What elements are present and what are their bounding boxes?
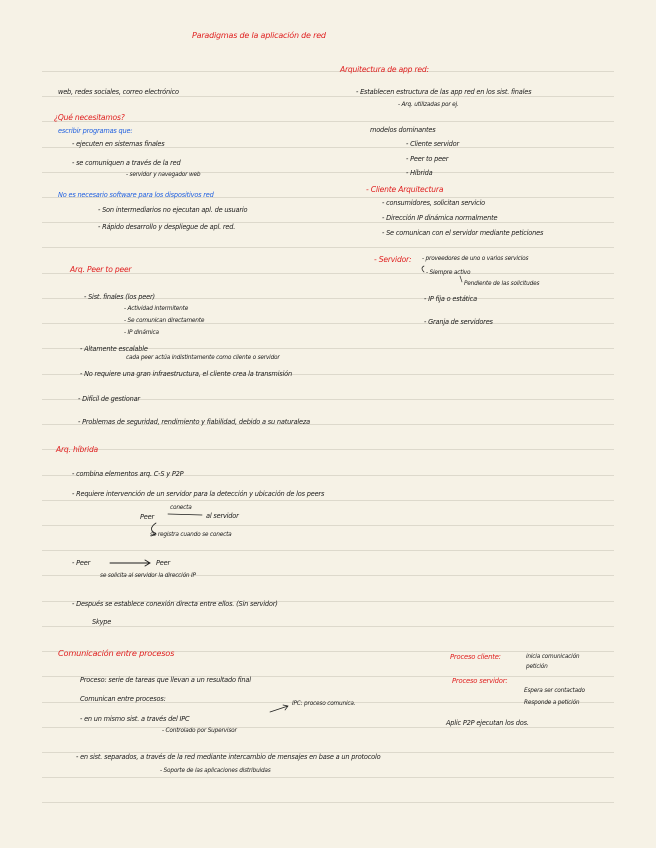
heading-comunicacion: Comunicación entre procesos	[58, 648, 175, 658]
list-item: - Requiere intervención de un servidor para la detección y ubicación de los peers	[72, 490, 325, 498]
list-item: - servidor y navegador web	[126, 172, 201, 178]
page-title: Paradigmas de la aplicación de red	[192, 31, 326, 40]
list-item: - Peer to peer	[406, 155, 449, 163]
list-item: - Son intermediarios no ejecutan apl. de usuario	[98, 206, 248, 214]
diagram-label-registra: se registra cuando se conecta	[150, 532, 232, 538]
list-item: - Dirección IP dinámica normalmente	[382, 214, 498, 222]
text-servidor-espera: Espera ser contactado	[524, 688, 585, 694]
example-skype: Skype	[92, 618, 112, 626]
heading-servidor: - Servidor:	[374, 255, 412, 264]
list-item: Pendiente de las solicitudes	[464, 281, 540, 287]
underline-conecta	[168, 514, 202, 515]
list-item: - No requiere una gran infraestructura, el cliente crea la transmisión	[80, 370, 292, 378]
list-item: - consumidores, solicitan servicio	[382, 199, 485, 207]
list-item: - Altamente escalable	[80, 345, 148, 353]
label-proceso-cliente: Proceso cliente:	[450, 653, 501, 661]
list-item: - IP fija o estática	[424, 295, 477, 303]
heading-que-necesitamos: ¿Qué necesitamos?	[54, 113, 125, 122]
list-item: - proveedores de uno o varios servicios	[422, 256, 529, 262]
list-item: - Establecen estructura de las app red en los sist. finales	[356, 88, 532, 96]
list-item: - IP dinámica	[124, 330, 159, 336]
subheading-modelos: modelos dominantes	[370, 126, 436, 134]
list-item: - Granja de servidores	[424, 318, 493, 326]
subheading-escribir-programas: escribir programas que:	[58, 127, 133, 135]
definition-proceso: Proceso: serie de tareas que llevan a un resultado final	[80, 676, 251, 684]
list-item: - Sist. finales (los peer)	[84, 293, 155, 301]
arrow-peer-to-peer	[110, 560, 150, 566]
list-item: - Siempre activo	[426, 270, 471, 276]
text-servidor-responde: Responde a petición	[524, 700, 580, 706]
list-item: - Híbrida	[406, 169, 433, 177]
arrow-ipc-note	[270, 705, 288, 712]
list-item: - Actividad intermitente	[124, 306, 189, 312]
list-item: - Problemas de seguridad, rendimiento y fiabilidad, debido a su naturaleza	[78, 418, 311, 426]
list-item: - Se comunican directamente	[124, 318, 205, 324]
diagram-label-peer-b: Peer	[156, 559, 171, 567]
list-item: - Soporte de las aplicaciones distribuidas	[160, 768, 271, 774]
list-item: - Rápido desarrollo y despliegue de apl. red.	[98, 223, 236, 231]
diagram-label-solicita: se solicita al servidor la dirección IP	[100, 573, 196, 579]
heading-hibrida: Arq. híbrida	[56, 445, 99, 454]
diagram-label-conecta: conecta	[170, 505, 192, 511]
text-aplic-p2p: Aplic P2P ejecutan los dos.	[446, 719, 529, 727]
list-item: - Después se establece conexión directa entre ellos. (Sin servidor)	[72, 600, 278, 608]
heading-arquitectura: Arquitectura de app red:	[340, 65, 429, 74]
list-item: cada peer actúa indistintamente como cliente o servidor	[126, 355, 280, 361]
list-item: - en sist. separados, a través de la red mediante intercambio de mensajes en base a un protocolo	[76, 753, 381, 761]
list-item: - Controlado por Supervisor	[162, 728, 237, 734]
note-ipc: IPC: proceso comunica.	[292, 701, 356, 707]
list-item: - Arq. utilizadas por ej.	[398, 102, 459, 108]
list-item: - combina elementos arq. C-S y P2P	[72, 470, 184, 478]
subheading-comunican: Comunican entre procesos:	[80, 695, 166, 703]
brace-servidor	[422, 266, 424, 272]
intro-text: web, redes sociales, correo electrónico	[58, 88, 179, 96]
list-item: - ejecuten en sistemas finales	[72, 140, 165, 148]
heading-cliente: - Cliente Arquitectura	[366, 185, 444, 194]
text-proceso-cliente: inicia comunicación petición	[526, 654, 580, 670]
list-item: - Cliente servidor	[406, 140, 459, 148]
heading-p2p: Arq. Peer to peer	[70, 265, 132, 274]
list-item: - Difícil de gestionar	[78, 395, 140, 403]
list-item: - se comuniquen a través de la red	[72, 159, 181, 167]
subheading-no-software: No es necesario software para los dispositivos red	[58, 191, 214, 199]
list-item: - Se comunican con el servidor mediante peticiones	[382, 229, 544, 237]
diagram-label-peer-a: - Peer	[72, 559, 91, 567]
list-item: - en un mismo sist. a través del IPC	[80, 715, 190, 723]
diagram-label-peer: Peer	[140, 513, 155, 521]
label-proceso-servidor: Proceso servidor:	[452, 677, 508, 685]
arrow-pendiente	[460, 276, 462, 282]
diagram-label-servidor: al servidor	[206, 512, 239, 520]
